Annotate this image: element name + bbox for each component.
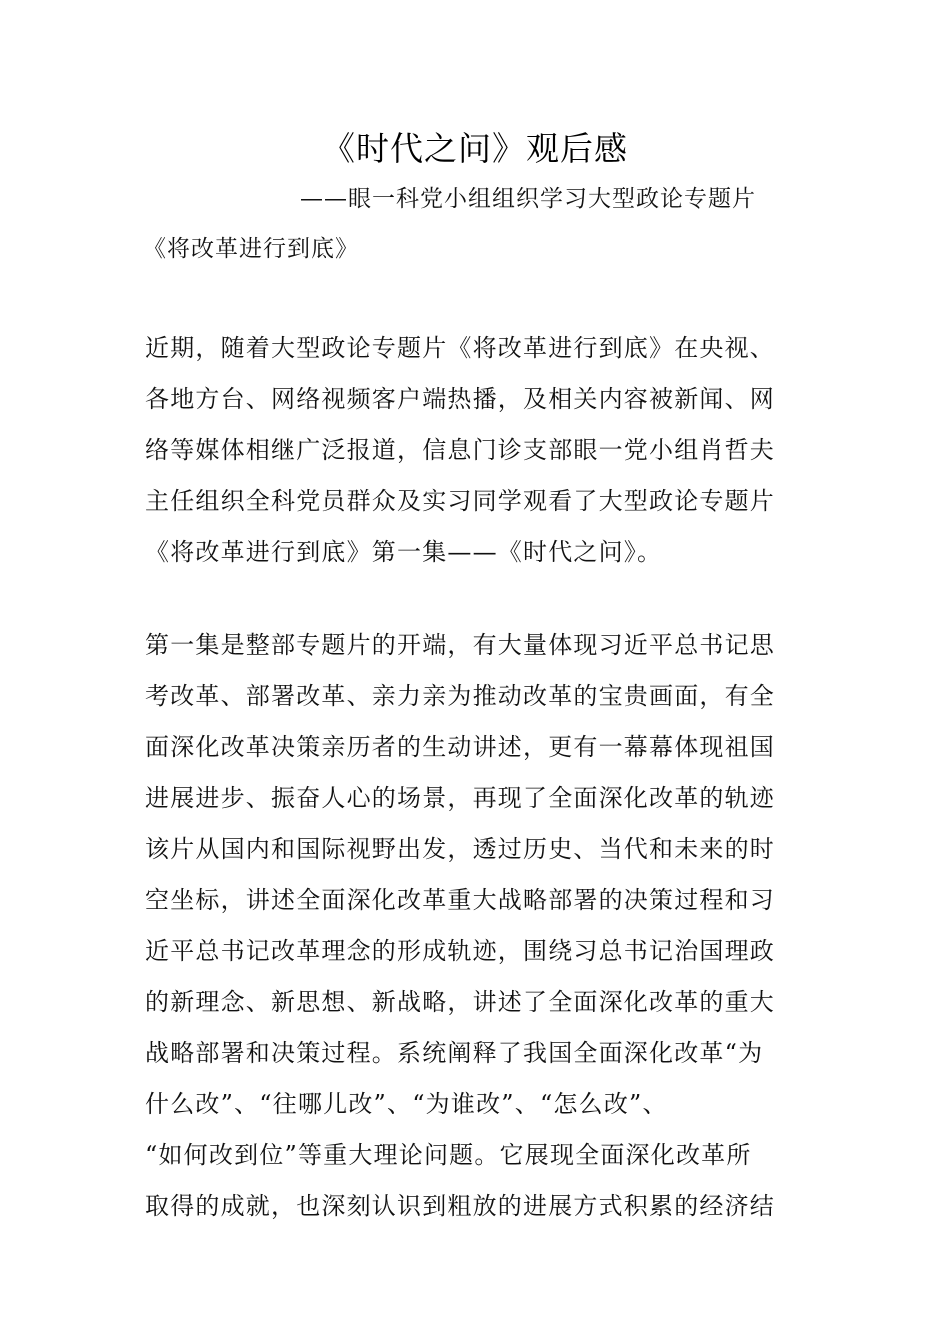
paragraph-line: 络等媒体相继广泛报道，信息门诊支部眼一党小组肖哲夫 bbox=[145, 436, 775, 464]
paragraph-1 bbox=[145, 323, 807, 578]
paragraph-line: 考改革、部署改革、亲力亲为推动改革的宝贵画面，有全 bbox=[145, 682, 775, 710]
paragraph-line: 主任组织全科党员群众及实习同学观看了大型政论专题片 bbox=[145, 487, 775, 515]
paragraph-2 bbox=[145, 620, 807, 1232]
document-subtitle-line-2: 《将改革进行到底》 bbox=[143, 236, 359, 262]
paragraph-line: 面深化改革决策亲历者的生动讲述，更有一幕幕体现祖国 bbox=[145, 733, 775, 761]
paragraph-line: 近期，随着大型政论专题片《将改革进行到底》在央视、 bbox=[145, 334, 775, 362]
paragraph-line: 空坐标，讲述全面深化改革重大战略部署的决策过程和习 bbox=[145, 886, 775, 914]
paragraph-line: 近平总书记改革理念的形成轨迹，围绕习总书记治国理政 bbox=[145, 937, 775, 965]
paragraph-line: 什么改”、“往哪儿改”、“为谁改”、“怎么改”、 bbox=[145, 1090, 668, 1118]
paragraph-line: 《将改革进行到底》第一集——《时代之问》。 bbox=[145, 538, 663, 566]
paragraph-line: 该片从国内和国际视野出发，透过历史、当代和未来的时 bbox=[145, 835, 775, 863]
paragraph-line: 战略部署和决策过程。系统阐释了我国全面深化改革“为 bbox=[145, 1039, 764, 1067]
paragraph-line: 第一集是整部专题片的开端，有大量体现习近平总书记思 bbox=[145, 631, 775, 659]
paragraph-line: 各地方台、网络视频客户端热播，及相关内容被新闻、网 bbox=[145, 385, 775, 413]
document-subtitle-line-1: ——眼一科党小组组织学习大型政论专题片 bbox=[300, 186, 756, 212]
document-title: 《时代之问》观后感 bbox=[322, 129, 628, 168]
paragraph-line: 取得的成就，也深刻认识到粗放的进展方式积累的经济结 bbox=[145, 1192, 775, 1220]
paragraph-line: 进展进步、振奋人心的场景，再现了全面深化改革的轨迹 bbox=[145, 784, 775, 812]
paragraph-line: “如何改到位”等重大理论问题。它展现全面深化改革所 bbox=[145, 1141, 752, 1169]
paragraph-line: 的新理念、新思想、新战略，讲述了全面深化改革的重大 bbox=[145, 988, 775, 1016]
